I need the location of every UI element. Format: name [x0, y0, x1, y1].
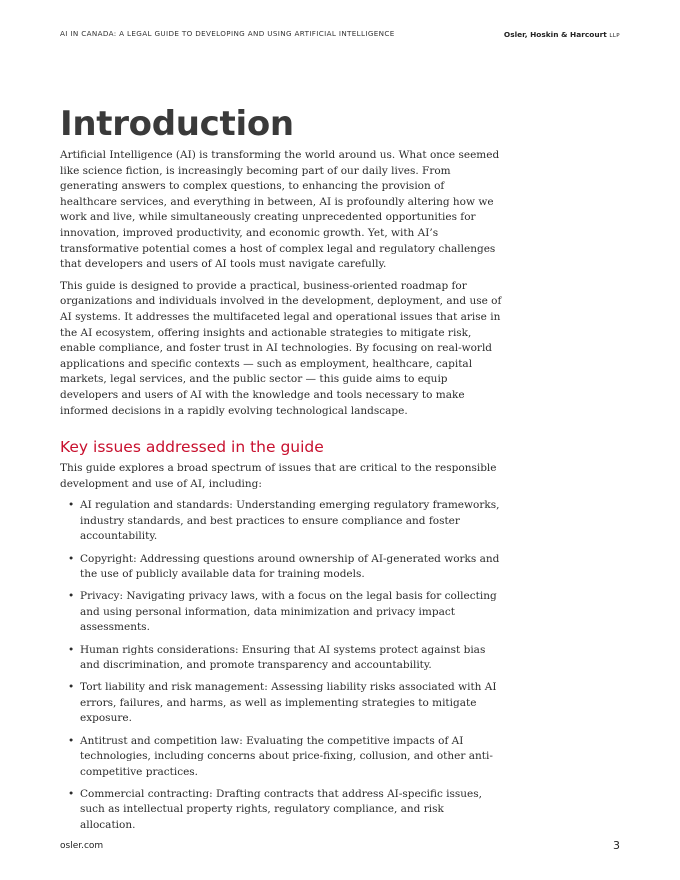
list-item: • Tort liability and risk management: Assessing liability risks associated with AI errors, failures, and harms, as well as implementing strategies to mitigate exposure.	[60, 680, 502, 727]
firm-name: Osler, Hoskin & Harcourt	[503, 30, 607, 39]
list-item: • Human rights considerations: Ensuring that AI systems protect against bias and discrimination, and promote transparency and accountability.	[60, 643, 502, 674]
guide-title-header: AI IN CANADA: A LEGAL GUIDE TO DEVELOPING AND USING ARTIFICIAL INTELLIGENCE	[60, 29, 395, 38]
list-item: • Copyright: Addressing questions around ownership of AI-generated works and the use of publicly available data for training models.	[60, 552, 502, 583]
list-item: • Antitrust and competition law: Evaluating the competitive impacts of AI technologies, including concerns about price-fixing, collusion, and other anti-competitive practices.	[60, 734, 502, 781]
page-title: Introduction	[60, 104, 294, 144]
section-heading: Key issues addressed in the guide	[60, 438, 324, 457]
intro-paragraph: This guide is designed to provide a practical, business-oriented roadmap for organizations and individuals involved in the development, deployment, and use of AI systems. It addresses the multifaceted legal and operational issues that arise in the AI ecosystem, offering insights and actionable strategies to mitigate risk, enable compliance, and foster trust in AI technologies. By focusing on real-world applications and specific contexts — such as employment, healthcare, capital markets, legal services, and the public sector — this guide aims to equip developers and users of AI with the knowledge and tools necessary to make informed decisions in a rapidly evolving technological landscape.	[60, 279, 502, 417]
section-intro: This guide explores a broad spectrum of issues that are critical to the responsible development and use of AI, including:	[60, 462, 497, 490]
list-item: • Privacy: Navigating privacy laws, with a focus on the legal basis for collecting and using personal information, data minimization and privacy impact assessments.	[60, 589, 502, 636]
list-item: • Commercial contracting: Drafting contracts that address AI-specific issues, such as intellectual property rights, regulatory compliance, and risk allocation.	[60, 787, 502, 834]
page-number: 3	[613, 839, 620, 852]
list-item: • AI regulation and standards: Understanding emerging regulatory frameworks, industry standards, and best practices to ensure compliance and foster accountability.	[60, 498, 502, 545]
firm-suffix: LLP	[609, 33, 620, 39]
issues-list	[60, 498, 502, 833]
intro-paragraph: Artificial Intelligence (AI) is transforming the world around us. What once seemed like science fiction, is increasingly becoming part of our daily lives. From generating answers to complex questions, to enhancing the provision of healthcare services, and everything in between, AI is profoundly altering how we work and live, while simultaneously creating unprecedented opportunities for innovation, improved productivity, and economic growth. Yet, with AI’s transformative potential comes a host of complex legal and regulatory challenges that developers and users of AI tools must navigate carefully.	[60, 149, 500, 271]
firm-name-header	[504, 30, 620, 39]
main-content	[60, 104, 502, 840]
footer-website: osler.com	[60, 841, 104, 851]
